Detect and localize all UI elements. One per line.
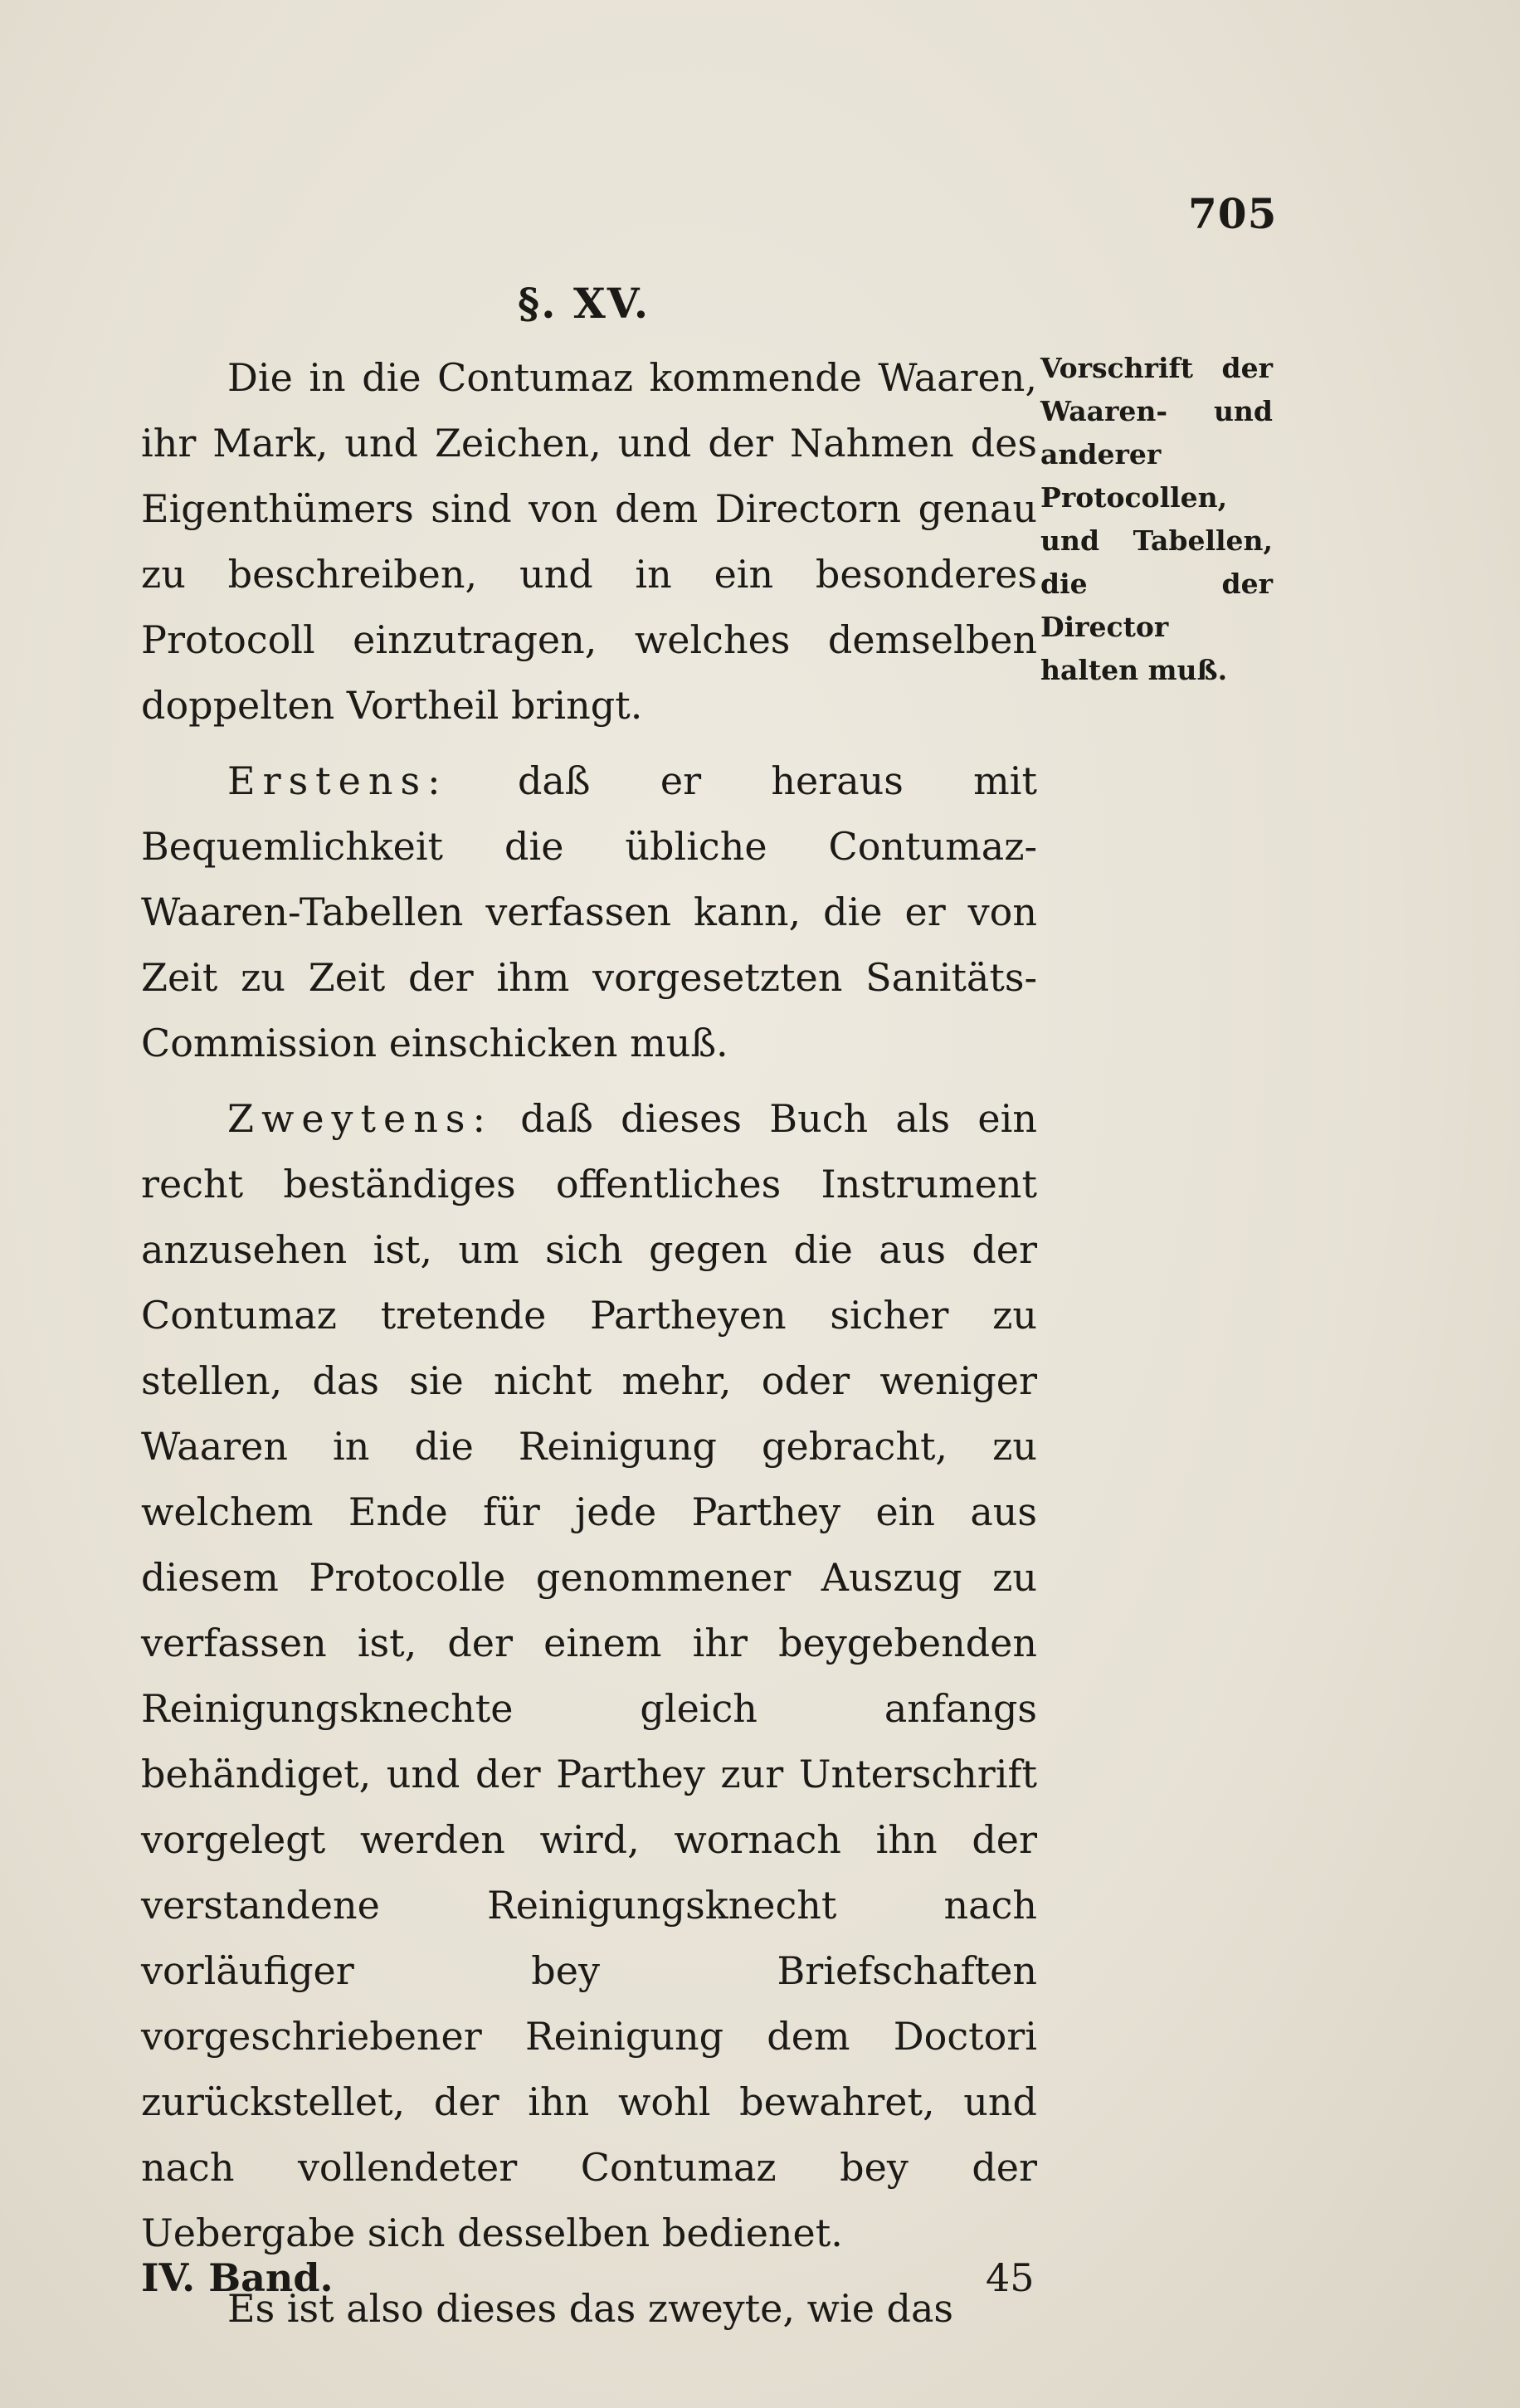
- paragraph-2: [141, 748, 1037, 1076]
- paragraph-4-text: Es ist also dieses das zweyte, wie das: [227, 2286, 954, 2331]
- footer-sheet-number: 45: [986, 2255, 1035, 2300]
- paragraph-3-text: daß dieses Buch als ein recht beständiges offentliches Instrument anzusehen ist, um sich gegen die aus der Contumaz tretende Partheyen sicher zu stellen, das sie nicht mehr, oder weniger Waaren in die Reinigung gebracht, zu welchem Ende für jede Parthey ein aus diesem Protocolle genommener Auszug zu verfassen ist, der einem ihr beygebenden Reinigungsknechte gleich anfangs behändiget, und der Parthey zur Unterschrift vorgelegt werden wird, wornach ihn der verstandene Reinigungsknecht nach vorläufiger bey Briefschaften vorgeschriebener Reinigung dem Doctori zurückstellet, der ihn wohl bewahret, und nach vollendeter Contumaz bey der Uebergabe sich desselben bedienet.: [141, 1096, 1037, 2255]
- margin-note: Vorschrift der Waaren- und anderer Protocollen, und Tabellen, die der Director halten muß.: [1040, 352, 1273, 686]
- paragraph-2-text: daß er heraus mit Bequemlichkeit die übliche Contumaz-Waaren-Tabellen verfassen kann, die er von Zeit zu Zeit der ihm vorgesetzten Sanitäts-Commission einschicken muß.: [141, 758, 1037, 1065]
- paragraph-1: [141, 345, 1037, 738]
- section-heading: §. XV.: [518, 279, 650, 328]
- paragraph-3-lead: Zweytens:: [227, 1096, 493, 1141]
- paragraph-2-lead: Erstens:: [227, 758, 448, 803]
- page-number: 705: [1188, 189, 1278, 238]
- paragraph-1-text: Die in die Contumaz kommende Waaren, ihr Mark, und Zeichen, und der Nahmen des Eigenthümers sind von dem Directorn genau zu beschreiben, und in ein besonderes Protocoll einzutragen, welches demselben doppelten Vortheil bringt.: [141, 355, 1037, 728]
- body-text: [141, 345, 1037, 2342]
- footer-signature: IV. Band.: [141, 2255, 334, 2300]
- paragraph-3: [141, 1086, 1037, 2266]
